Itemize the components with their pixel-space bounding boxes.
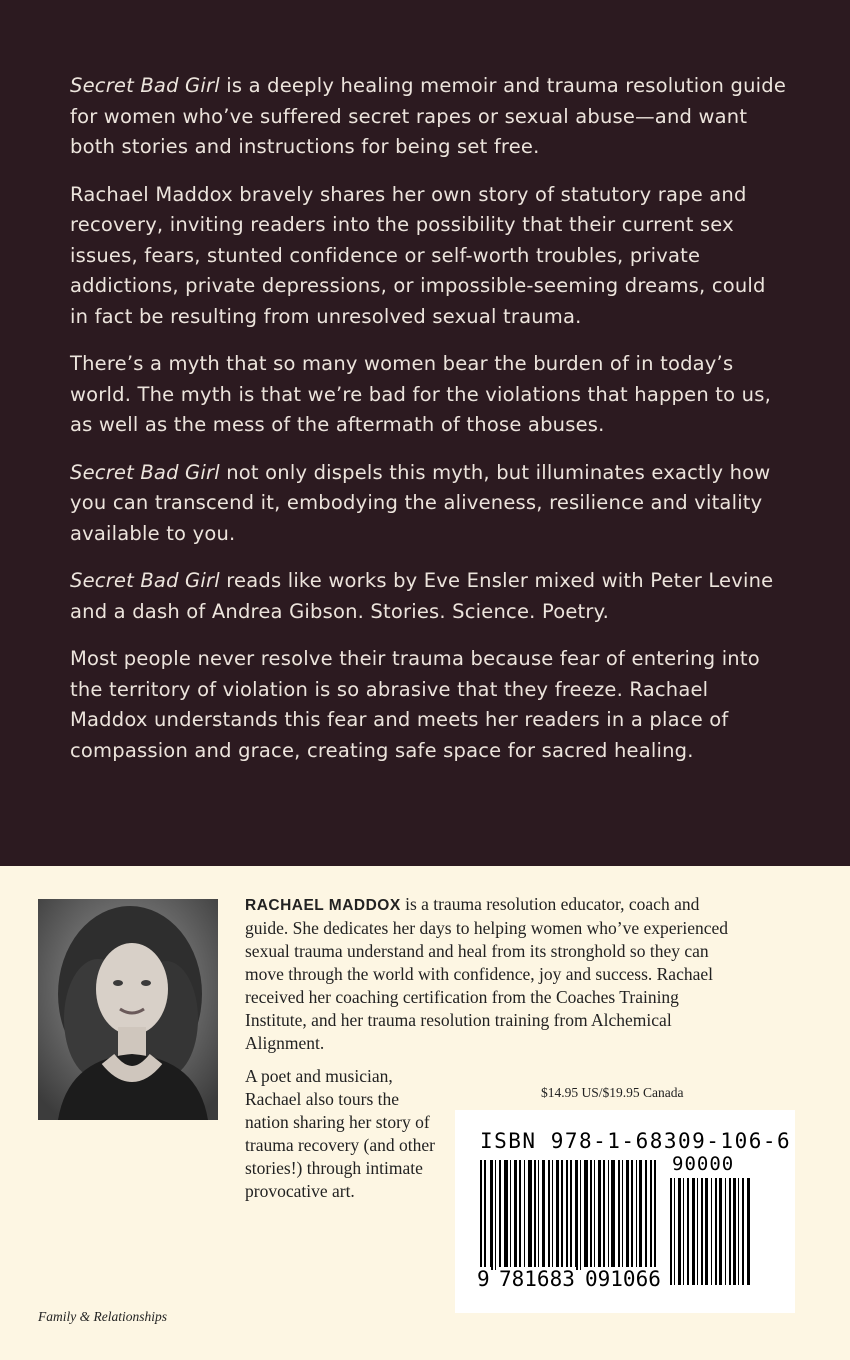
blurb-text: not only dispels this myth, but illuminates exactly how you can transcend it, embodying the aliveness, resilience and vitality available to you. [70, 460, 771, 545]
blurb-paragraph-4 [70, 458, 790, 550]
author-photo [38, 899, 218, 1120]
blurb-paragraph-6: Most people never resolve their trauma because fear of entering into the territory of violation is so abrasive that they freeze. Rachael Maddox understands this fear and meets her readers in a place of compassion and grace, creating safe space for sacred healing. [70, 647, 760, 762]
blurb-text: reads like works by Eve Ensler mixed with Peter Levine and a dash of Andrea Gibson. Stories. Science. Poetry. [70, 569, 774, 623]
book-title: Secret Bad Girl [70, 74, 220, 97]
price-label: $14.95 US/$19.95 Canada [541, 1085, 684, 1100]
blurb-paragraph-3: There’s a myth that so many women bear the burden of in today’s world. The myth is that we’re bad for the violations that happen to us, as well as the mess of the aftermath of those abuses. [70, 352, 771, 436]
isbn-label: ISBN 978-1-68309-106-6 [480, 1129, 792, 1153]
blurb-paragraph-1 [70, 71, 790, 163]
author-bio [245, 893, 745, 1055]
book-title: Secret Bad Girl [70, 460, 220, 484]
author-bio-continued: A poet and musician, Rachael also tours the nation sharing her story of trauma recovery (and other stories!) through intimate provocative art. [245, 1066, 435, 1201]
blurb-paragraph-2: Rachael Maddox bravely shares her own story of statutory rape and recovery, inviting readers into the possibility that their current sex issues, fears, stunted confidence or self-worth troubles, private addictions, private depressions, or impossible-seeming dreams, could in fact be resulting from unresolved sexual trauma. [70, 182, 766, 328]
author-name: RACHAEL MADDOX [245, 897, 401, 914]
author-portrait-image [38, 899, 218, 1120]
book-category: Family & Relationships [38, 1309, 167, 1324]
blurb-text: is a deeply healing memoir and trauma resolution guide for women who’ve suffered secret rapes or sexual abuse—and want both stories and instructions for being set free. [70, 74, 787, 158]
book-title: Secret Bad Girl [70, 569, 220, 592]
barcode-digits-right: 091066 [585, 1267, 661, 1291]
author-bio-text: is a trauma resolution educator, coach and guide. She dedicates her days to helping women who’ve experienced sexual trauma understand and heal from its stronghold so they can move through the world with confidence, joy and success. Rachael received her coaching certification from the Coaches Training Institute, and her trauma resolution training from Alchemical Alignment. [245, 894, 729, 1053]
price-addon-code: 90000 [672, 1153, 735, 1175]
barcode-digits-left: 781683 [499, 1267, 575, 1291]
barcode-digit-first: 9 [477, 1267, 490, 1291]
book-description [70, 71, 790, 783]
blurb-paragraph-5 [70, 566, 790, 627]
